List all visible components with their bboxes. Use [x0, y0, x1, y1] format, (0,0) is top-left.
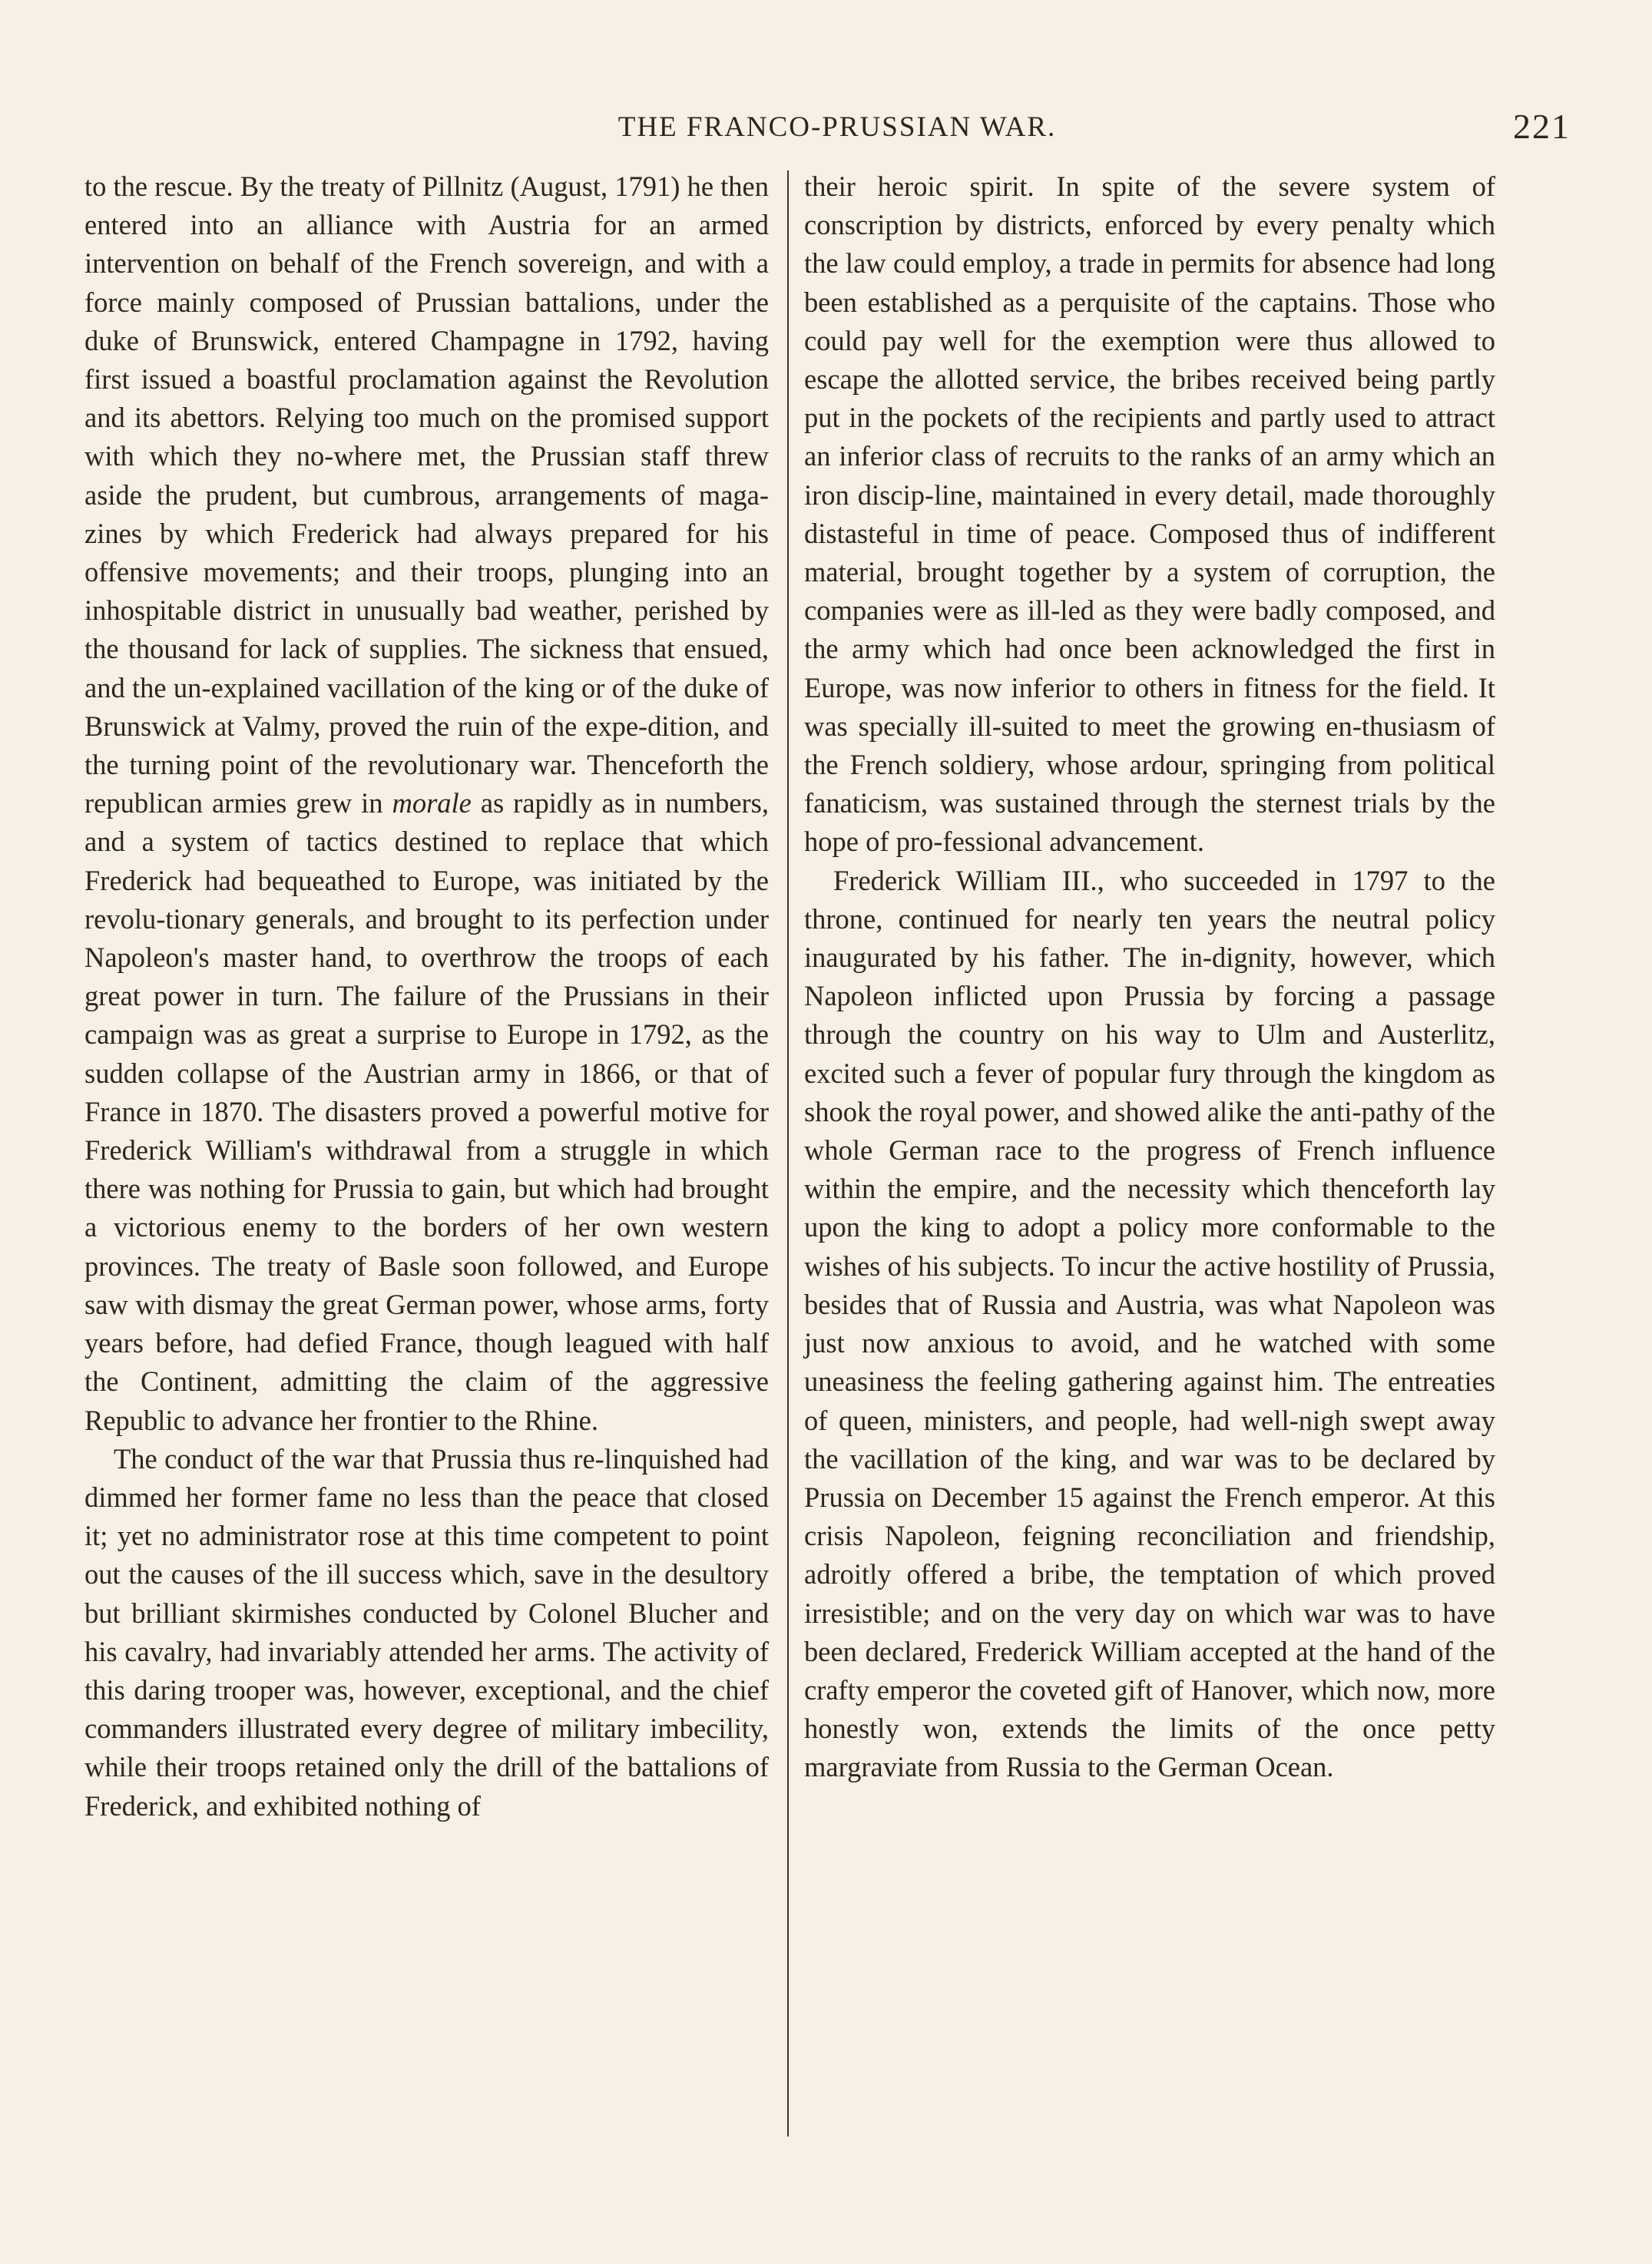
- left-column: [84, 167, 769, 1825]
- paragraph-text: to the rescue. By the treaty of Pillnitz (August, 1791) he then entered into an alliance with Austria for an armed intervention on behalf of the French sovereign, and with a force mainly composed of Prussian battalions, under the duke of Brunswick, entered Champagne in 1792, having first issued a boastful proclamation against the Revolution and its abettors. Relying too much on the promised support with which they no-where met, the Prussian staff threw aside the prudent, but cumbrous, arrangements of maga-zines by which Frederick had always prepared for his offensive movements; and their troops, plunging into an inhospitable district in unusually bad weather, perished by the thousand for lack of supplies. The sickness that ensued, and the un-explained vacillation of the king or of the duke of Brunswick at Valmy, proved the ruin of the expe-dition, and the turning point of the revolutionary war. Thenceforth the republican armies grew in: [84, 170, 770, 819]
- column-divider: [787, 170, 789, 2137]
- paragraph: The conduct of the war that Prussia thus re-linquished had dimmed her former fame no less than the peace that closed it; yet no administrator rose at this time competent to point out the causes of the ill success which, save in the desultory but brilliant skirmishes conducted by Colonel Blucher and his cavalry, had invariably attended her arms. The activity of this daring trooper was, however, exceptional, and the chief commanders illustrated every degree of military imbecility, while their troops retained only the drill of the battalions of Frederick, and exhibited nothing of: [84, 1442, 769, 1822]
- paragraph: Frederick William III., who succeeded in 1797 to the throne, continued for nearly ten years the neutral policy inaugurated by his father. The in-dignity, however, which Napoleon inflicted upon Prussia by forcing a passage through the country on his way to Ulm and Austerlitz, excited such a fever of popular fury through the kingdom as shook the royal power, and showed alike the anti-pathy of the whole German race to the progress of French influence within the empire, and the necessity which thenceforth lay upon the king to adopt a policy more conformable to the wishes of his subjects. To incur the active hostility of Prussia, besides that of Russia and Austria, was what Napoleon was just now anxious to avoid, and he watched with some uneasiness the feeling gathering against him. The entreaties of queen, ministers, and people, had well-nigh swept away the vacillation of the king, and war was to be declared by Prussia on December 15 against the French emperor. At this crisis Napoleon, feigning reconciliation and friendship, adroitly offered a bribe, the temptation of which proved irresistible; and on the very day on which war was to have been declared, Frederick William accepted at the hand of the crafty emperor the coveted gift of Hanover, which now, more honestly won, extends the limits of the once petty margraviate from Russia to the German Ocean.: [804, 864, 1495, 1783]
- paragraph-continuation: [84, 167, 769, 1440]
- running-head: [84, 106, 1590, 152]
- running-title: THE FRANCO-PRUSSIAN WAR.: [617, 111, 1057, 143]
- paragraph-continuation: their heroic spirit. In spite of the severe system of conscription by districts, enforced by every penalty which the law could employ, a trade in permits for absence had long been established as a perquisite of the captains. Those who could pay well for the exemption were thus allowed to escape the allotted service, the bribes received being partly put in the pockets of the recipients and partly used to attract an inferior class of recruits to the ranks of an army which an iron discip-line, maintained in every detail, made thoroughly distasteful in time of peace. Composed thus of indifferent material, brought together by a system of corruption, the companies were as ill-led as they were badly composed, and the army which had once been acknowledged the first in Europe, was now inferior to others in fitness for the field. It was specially ill-suited to meet the growing en-thusiasm of the French soldiery, whose ardour, springing from political fanaticism, was sustained through the sternest trials by the hope of pro-fessional advancement.: [804, 170, 1495, 858]
- paragraph-text: as rapidly as in numbers, and a system of tactics destined to replace that which Frederick had bequeathed to Europe, was initiated by the revolu-tionary generals, and brought to its perfection under Napoleon's master hand, to overthrow the troops of each great power in turn. The failure of the Prussians in their campaign was as great a surprise to Europe in 1792, as the sudden collapse of the Austrian army in 1866, or that of France in 1870. The disasters proved a powerful motive for Frederick William's withdrawal from a struggle in which there was nothing for Prussia to gain, but which had brought a victorious enemy to the borders of her own western provinces. The treaty of Basle soon followed, and Europe saw with dismay the great German power, whose arms, forty years before, had defied France, though leagued with half the Continent, admitting the claim of the aggressive Republic to advance her frontier to the Rhine.: [84, 787, 770, 1436]
- page-number: 221: [1513, 107, 1571, 146]
- right-column: [804, 167, 1495, 1787]
- italic-term: morale: [392, 787, 472, 819]
